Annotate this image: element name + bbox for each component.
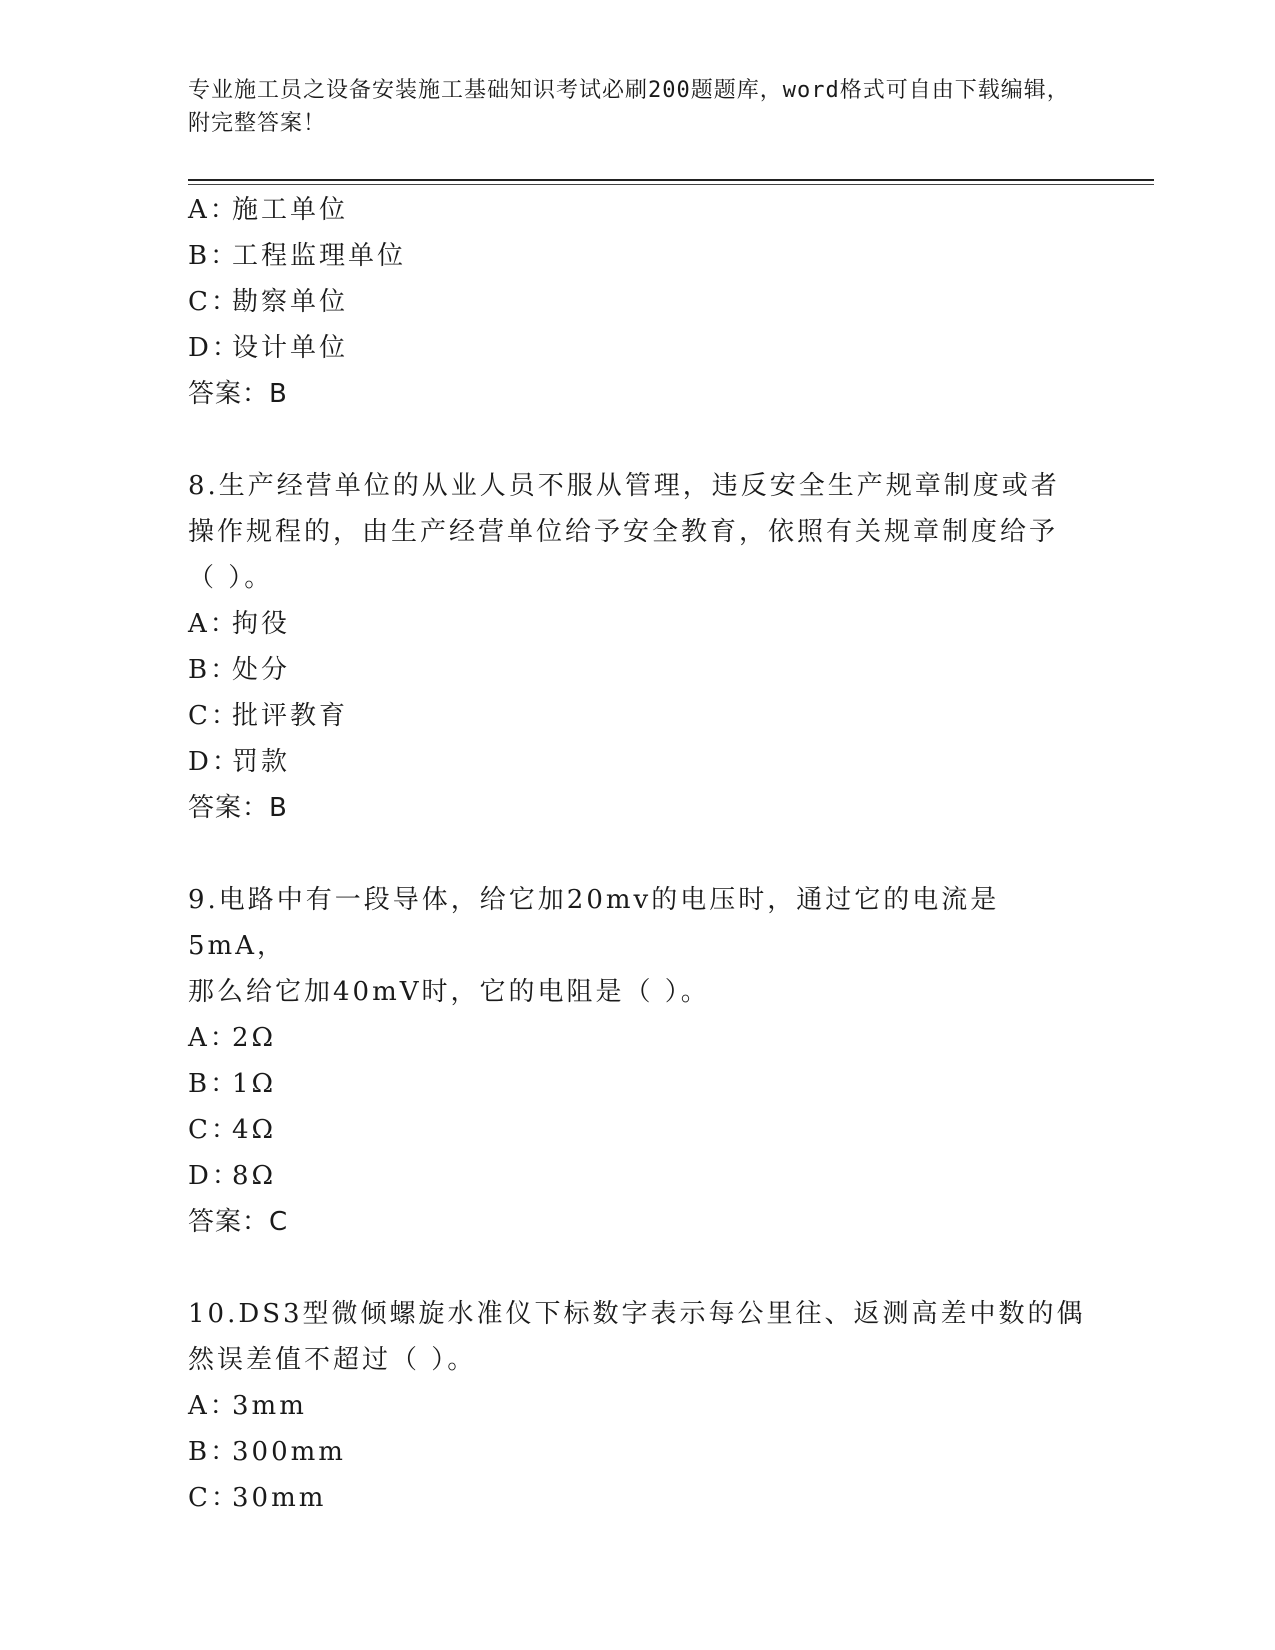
option-c bbox=[188, 693, 1088, 739]
option-key: A： bbox=[188, 195, 239, 225]
option-d bbox=[188, 1153, 1088, 1199]
option-text: 3mm bbox=[232, 1391, 307, 1421]
option-key: C： bbox=[188, 1483, 240, 1513]
option-b bbox=[188, 1429, 1088, 1475]
option-text: 1Ω bbox=[232, 1069, 277, 1099]
option-a bbox=[188, 601, 1088, 647]
option-key: C： bbox=[188, 701, 240, 731]
option-text: 8Ω bbox=[232, 1161, 277, 1191]
option-key: D： bbox=[188, 747, 241, 777]
question-block-9 bbox=[188, 877, 1088, 1245]
option-key: B： bbox=[188, 1069, 240, 1099]
answer-label: 答案：C bbox=[188, 1207, 289, 1237]
option-text: 300mm bbox=[232, 1437, 346, 1467]
option-b bbox=[188, 647, 1088, 693]
option-key: A： bbox=[188, 609, 239, 639]
option-c bbox=[188, 1107, 1088, 1153]
question-text: 9.电路中有一段导体，给它加20mv的电压时，通过它的电流是5mA， 那么给它加40mV时，它的电阻是（ ）。 bbox=[188, 885, 1000, 1007]
option-key: B： bbox=[188, 241, 240, 271]
option-text: 批评教育 bbox=[232, 701, 349, 731]
option-key: B： bbox=[188, 655, 240, 685]
option-text: 勘察单位 bbox=[232, 287, 349, 317]
option-b bbox=[188, 233, 1088, 279]
option-text: 拘役 bbox=[232, 609, 291, 639]
option-text: 30mm bbox=[232, 1483, 327, 1513]
option-key: C： bbox=[188, 287, 240, 317]
question-block-7 bbox=[188, 187, 1088, 417]
option-text: 处分 bbox=[232, 655, 291, 685]
question-block-10 bbox=[188, 1291, 1088, 1521]
question-block-8 bbox=[188, 463, 1088, 831]
spacer bbox=[188, 417, 1088, 463]
option-key: A： bbox=[188, 1391, 239, 1421]
option-key: A： bbox=[188, 1023, 239, 1053]
document-header: 专业施工员之设备安装施工基础知识考试必刷200题题库，word格式可自由下载编辑，附完整答案！ bbox=[188, 78, 1070, 136]
option-a bbox=[188, 1383, 1088, 1429]
header-rule-thick bbox=[188, 179, 1154, 181]
option-text: 2Ω bbox=[232, 1023, 277, 1053]
option-a bbox=[188, 187, 1088, 233]
option-key: D： bbox=[188, 333, 241, 363]
answer-label: 答案：B bbox=[188, 379, 288, 409]
option-text: 罚款 bbox=[232, 747, 291, 777]
question-text: 8.生产经营单位的从业人员不服从管理，违反安全生产规章制度或者 操作规程的，由生产经营单位给予安全教育，依照有关规章制度给予 （ ）。 bbox=[188, 471, 1060, 593]
option-key: D： bbox=[188, 1161, 241, 1191]
option-a bbox=[188, 1015, 1088, 1061]
question-list bbox=[188, 187, 1088, 1521]
option-d bbox=[188, 739, 1088, 785]
option-c bbox=[188, 1475, 1088, 1521]
answer-label: 答案：B bbox=[188, 793, 288, 823]
option-c bbox=[188, 279, 1088, 325]
option-text: 工程监理单位 bbox=[232, 241, 407, 271]
option-b bbox=[188, 1061, 1088, 1107]
header-rule-thin bbox=[188, 184, 1154, 185]
option-text: 4Ω bbox=[232, 1115, 277, 1145]
spacer bbox=[188, 1245, 1088, 1291]
option-d bbox=[188, 325, 1088, 371]
question-text: 10.DS3型微倾螺旋水准仪下标数字表示每公里往、返测高差中数的偶 然误差值不超过（ ）。 bbox=[188, 1299, 1086, 1375]
option-key: C： bbox=[188, 1115, 240, 1145]
spacer bbox=[188, 831, 1088, 877]
option-key: B： bbox=[188, 1437, 240, 1467]
option-text: 施工单位 bbox=[232, 195, 349, 225]
option-text: 设计单位 bbox=[232, 333, 349, 363]
